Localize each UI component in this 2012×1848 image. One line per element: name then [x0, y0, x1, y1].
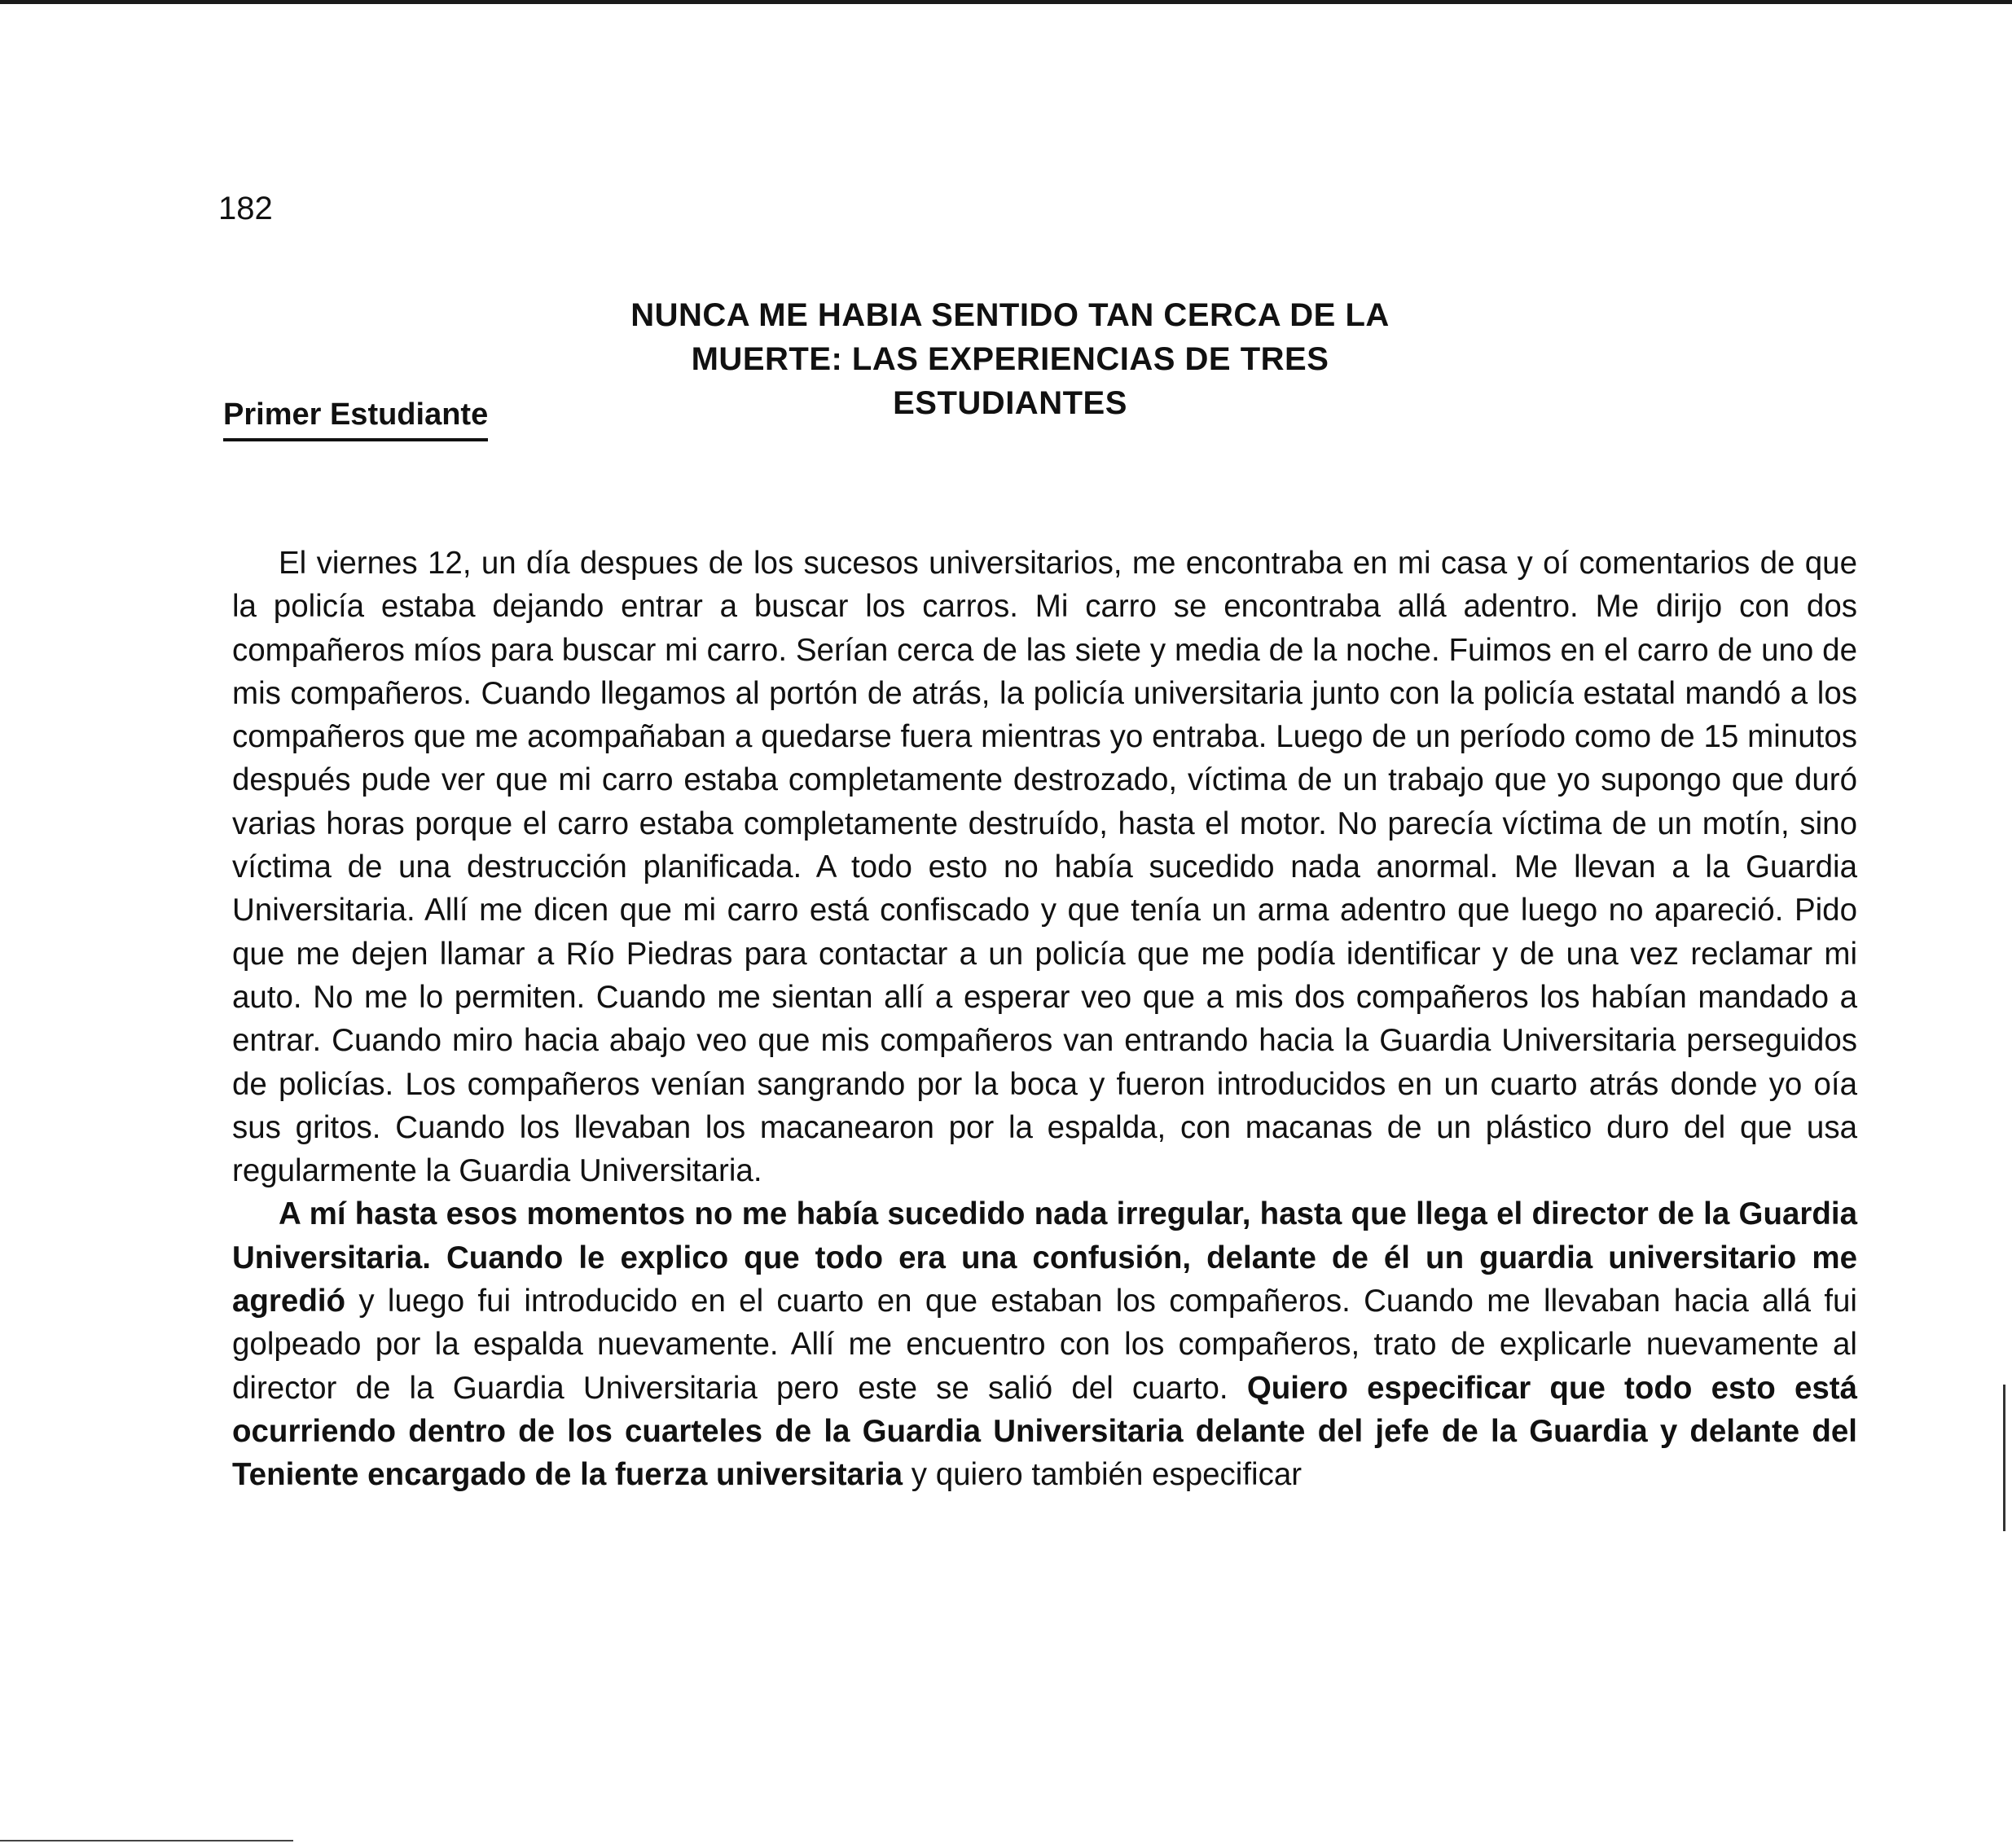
top-border-rule: [0, 0, 2012, 4]
bottom-edge-rule: [0, 1840, 293, 1841]
title-line-2: MUERTE: LAS EXPERIENCIAS DE TRES: [691, 341, 1329, 377]
paragraph-2-bold-2: Quiero especificar que todo esto está ocurriendo dentro de los cuarteles de la Guardia Universitaria delante del jefe de la Guardia y delante del Teniente encargado de la fuerza universitaria: [232, 1370, 1858, 1493]
page-number: 182: [218, 191, 273, 226]
paragraph-1: El viernes 12, un día despues de los sucesos universitarios, me encontraba en mi casa y oí comentarios de que la policía estaba dejando entrar a buscar los carros. Mi carro se encontraba allá adentro. Me dirijo con dos compañeros míos para buscar mi carro. Serían cerca de las siete y media de la noche. Fuimos en el carro de uno de mis compañeros. Cuando llegamos al portón de atrás, la policía universitaria junto con la policía estatal mandó a los compañeros que me acompañaban a quedarse fuera mientras yo entraba. Luego de un período como de 15 minutos después pude ver que mi carro estaba completamente destrozado, víctima de un trabajo que yo supongo que duró varias horas porque el carro estaba completamente destruído, hasta el motor. No parecía víctima de un motín, sino víctima de una destrucción planificada. A todo esto no había sucedido nada anormal. Me llevan a la Guardia Universitaria. Allí me dicen que mi carro está confiscado y que tenía un arma adentro que luego no apareció. Pido que me dejen llamar a Río Piedras para contactar a un policía que me podía identificar y de una vez reclamar mi auto. No me lo permiten. Cuando me sientan allí a esperar veo que a mis dos compañeros los habían mandado a entrar. Cuando miro hacia abajo veo que mis compañeros van entrando hacia la Guardia Universitaria perseguidos de policías. Los compañeros venían sangrando por la boca y fueron introducidos en un cuarto atrás donde yo oía sus gritos. Cuando los llevaban los macanearon por la espalda, con macanas de un plástico duro del que usa regularmente la Guardia Universitaria.: [232, 546, 1857, 1189]
title-line-3: ESTUDIANTES: [893, 385, 1127, 421]
paragraph-2-text-2: y quiero también especificar: [903, 1457, 1303, 1493]
body-text: [232, 542, 1857, 1497]
title-line-1: NUNCA ME HABIA SENTIDO TAN CERCA DE LA: [630, 297, 1390, 333]
section-subtitle: Primer Estudiante: [223, 396, 488, 441]
document-title: [562, 293, 1458, 425]
right-edge-mark: [2003, 1385, 2005, 1531]
paragraph-2-text-1: y luego fui introducido en el cuarto en que estaban los compañeros. Cuando me llevaban hacia allá fui golpeado por la espalda nuevamente. Allí me encuentro con los compañeros, trato de explicarle nuevamente al director de la Guardia Universitaria pero este se salió del cuarto.: [232, 1284, 1857, 1406]
paragraph-2: [232, 1192, 1857, 1496]
paragraph-2-bold-1: A mí hasta esos momentos no me había sucedido nada irregular, hasta que llega el director de la Guardia Universitaria. Cuando le explico que todo era una confusión, delante de él un guardia universitario me agredió: [232, 1196, 1857, 1319]
